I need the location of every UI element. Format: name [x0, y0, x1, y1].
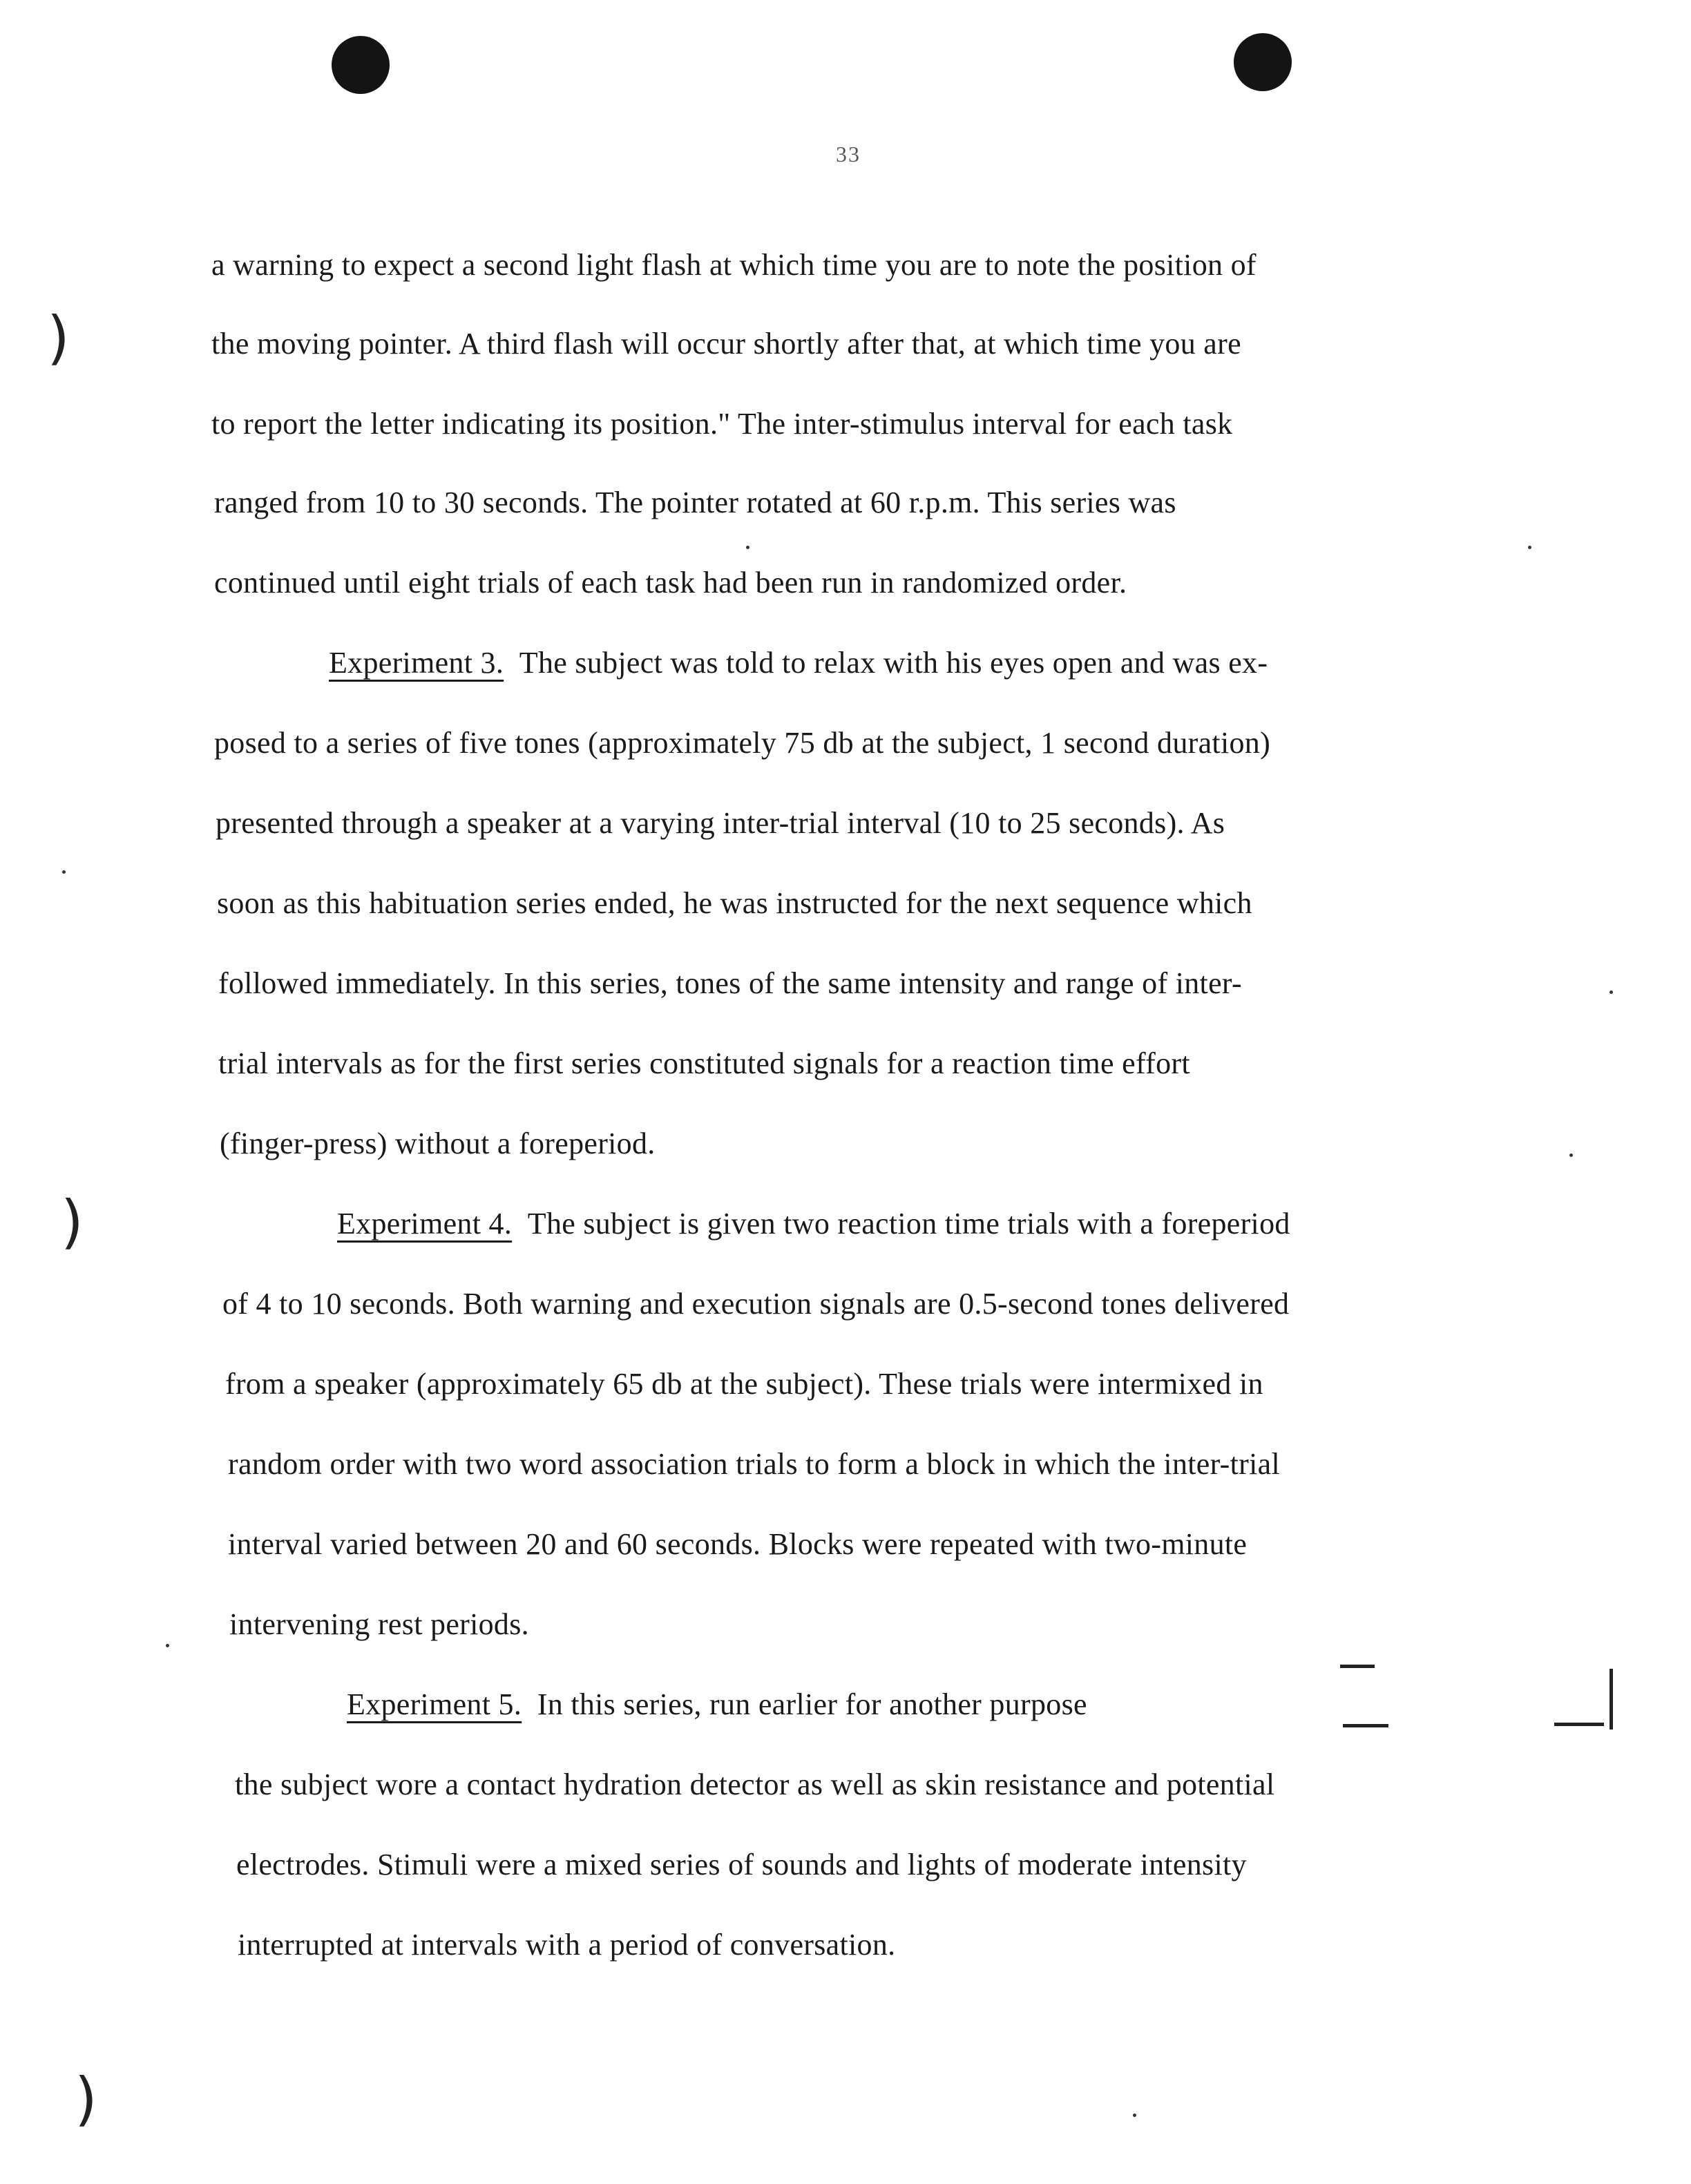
- speck: [1609, 990, 1613, 994]
- experiment-4-first-line-text: The subject is given two reaction time trials with a foreperiod: [527, 1207, 1290, 1241]
- body-line: the moving pointer. A third flash will occur shortly after that, at which time you are: [211, 327, 1241, 361]
- margin-bracket: ): [61, 1188, 84, 1256]
- redaction-mark: [1340, 1665, 1375, 1668]
- experiment-3-first-line-text: The subject was told to relax with his eyes open and was ex-: [519, 646, 1268, 680]
- body-line: followed immediately. In this series, tones of the same intensity and range of inter-: [218, 966, 1242, 1000]
- body-line: interrupted at intervals with a period of conversation.: [238, 1928, 896, 1962]
- experiment-4-first-line: [337, 1205, 1290, 1243]
- speck: [62, 870, 66, 874]
- speck: [1133, 2114, 1136, 2117]
- speck: [1569, 1153, 1573, 1157]
- body-line: the subject wore a contact hydration detector as well as skin resistance and potential: [235, 1768, 1275, 1801]
- margin-bracket: ): [75, 2065, 97, 2133]
- experiment-4-heading: Experiment 4.: [337, 1207, 513, 1241]
- punch-hole-right: [1234, 33, 1292, 91]
- body-line: continued until eight trials of each task had been run in randomized order.: [214, 566, 1127, 600]
- experiment-5-first-line-text: In this series, run earlier for another purpose: [537, 1687, 1087, 1721]
- body-line: (finger-press) without a foreperiod.: [220, 1127, 656, 1160]
- body-line: random order with two word association trials to form a block in which the inter-trial: [228, 1447, 1280, 1481]
- body-line: electrodes. Stimuli were a mixed series of sounds and lights of moderate intensity: [236, 1848, 1247, 1881]
- body-line: trial intervals as for the first series constituted signals for a reaction time effort: [218, 1046, 1190, 1080]
- body-line: presented through a speaker at a varying inter-trial interval (10 to 25 seconds). As: [216, 806, 1225, 840]
- experiment-3-first-line: [329, 644, 1268, 682]
- body-line: intervening rest periods.: [229, 1607, 529, 1641]
- page-number: 33: [836, 142, 861, 166]
- speck: [746, 546, 749, 549]
- body-line: of 4 to 10 seconds. Both warning and execution signals are 0.5-second tones delivered: [222, 1287, 1290, 1321]
- speck: [1528, 546, 1531, 549]
- redaction-mark: [1554, 1723, 1604, 1726]
- punch-hole-left: [332, 36, 390, 94]
- experiment-5-heading: Experiment 5.: [347, 1687, 522, 1721]
- redaction-mark: [1609, 1669, 1613, 1730]
- body-line: posed to a series of five tones (approximately 75 db at the subject, 1 second duration): [214, 726, 1271, 760]
- body-line: ranged from 10 to 30 seconds. The pointer rotated at 60 r.p.m. This series was: [214, 486, 1176, 519]
- experiment-3-heading: Experiment 3.: [329, 646, 504, 680]
- margin-bracket: ): [47, 304, 70, 372]
- body-line: from a speaker (approximately 65 db at the subject). These trials were intermixed in: [225, 1367, 1263, 1401]
- body-line: soon as this habituation series ended, he was instructed for the next sequence which: [217, 886, 1252, 920]
- body-line: interval varied between 20 and 60 seconds. Blocks were repeated with two-minute: [228, 1527, 1248, 1561]
- redaction-mark: [1343, 1724, 1388, 1727]
- body-line: a warning to expect a second light flash at which time you are to note the position of: [211, 248, 1257, 282]
- body-line: to report the letter indicating its position." The inter-stimulus interval for each task: [211, 407, 1233, 441]
- experiment-5-first-line: [347, 1685, 1087, 1724]
- speck: [166, 1644, 169, 1647]
